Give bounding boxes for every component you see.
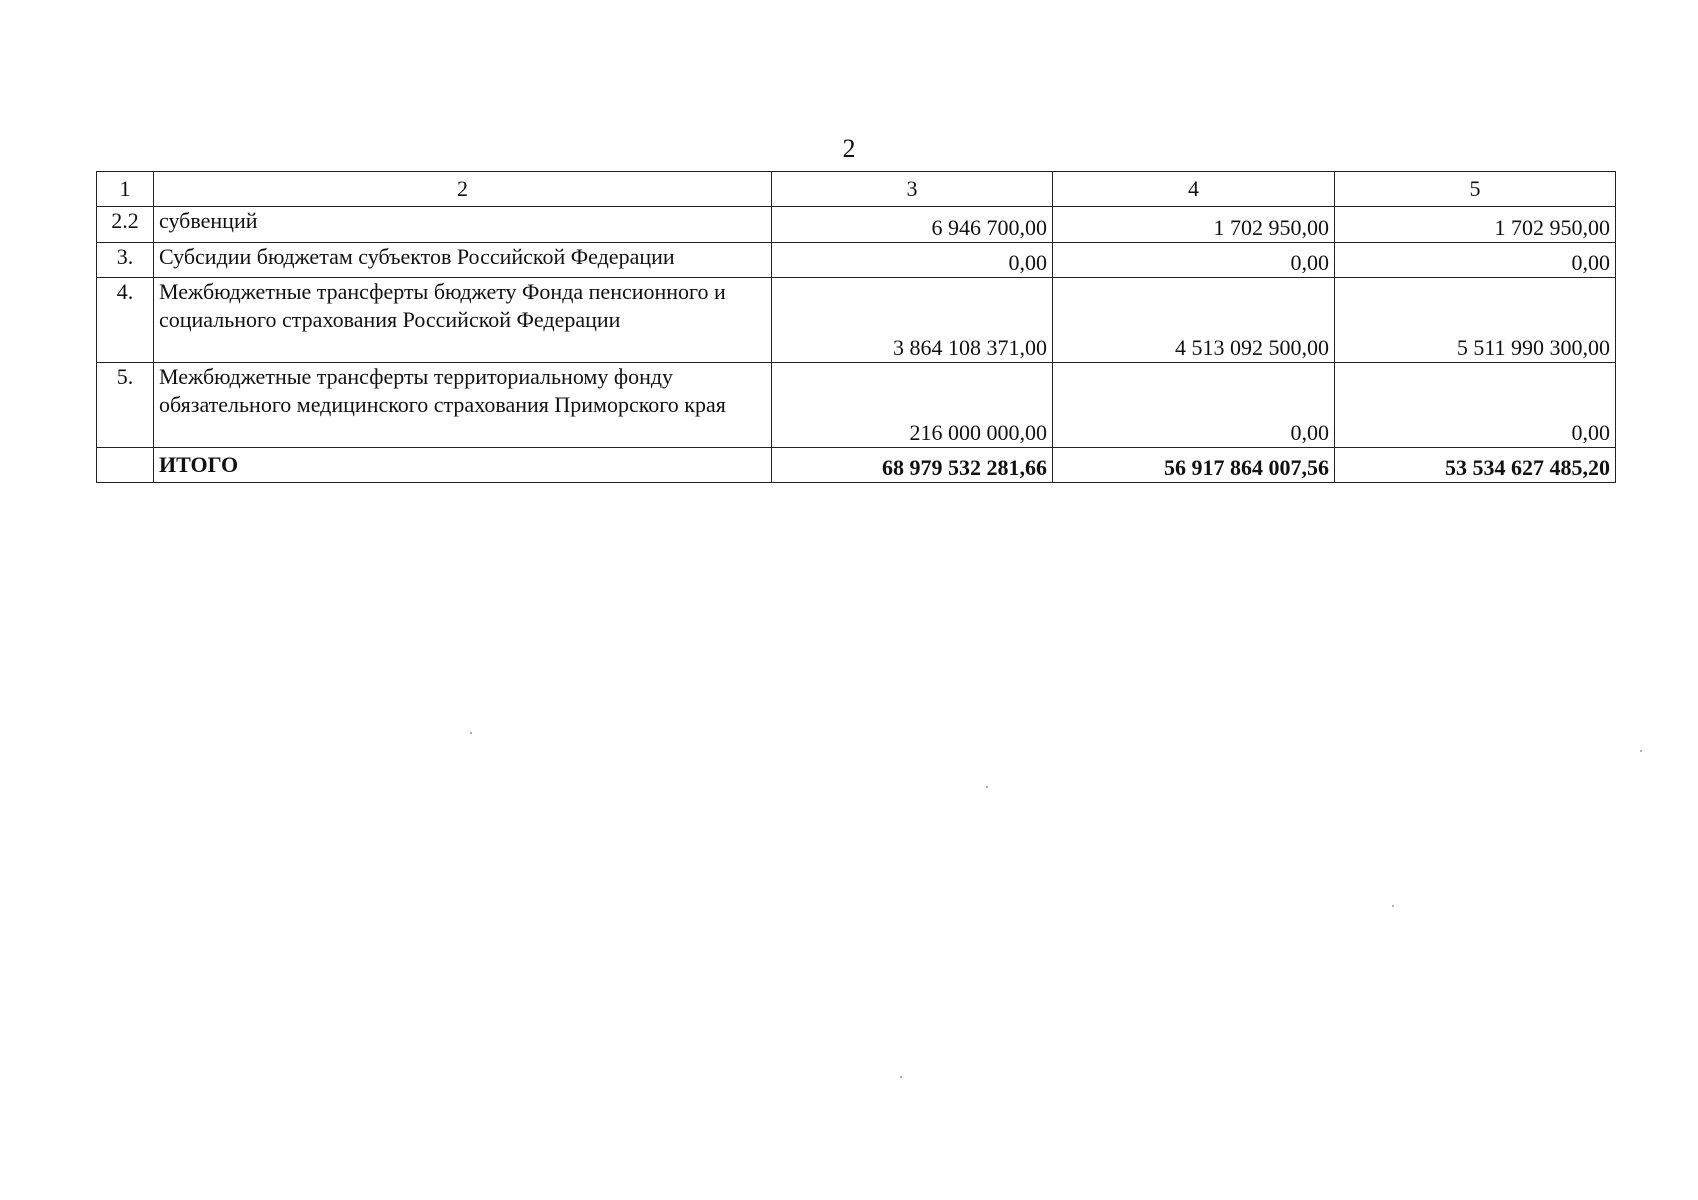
row-name: Межбюджетные трансферты бюджету Фонда пенсионного и социального страхования Российской Федерации xyxy=(154,278,772,363)
total-label: ИТОГО xyxy=(154,448,772,483)
row-name: Межбюджетные трансферты территориальному фонду обязательного медицинского страхования Приморского края xyxy=(154,363,772,448)
total-row xyxy=(97,448,1616,483)
row-amount-col4: 0,00 xyxy=(1053,243,1335,278)
table-row xyxy=(97,243,1616,278)
scan-speck xyxy=(1392,905,1394,907)
header-cell-4: 4 xyxy=(1053,172,1335,207)
scan-speck xyxy=(1640,750,1642,752)
scan-speck xyxy=(470,732,472,734)
total-amount-col5: 53 534 627 485,20 xyxy=(1335,448,1616,483)
total-amount-col3: 68 979 532 281,66 xyxy=(772,448,1053,483)
row-amount-col5: 0,00 xyxy=(1335,243,1616,278)
total-amount-col4: 56 917 864 007,56 xyxy=(1053,448,1335,483)
row-amount-col5: 1 702 950,00 xyxy=(1335,207,1616,243)
row-amount-col5: 5 511 990 300,00 xyxy=(1335,278,1616,363)
table-row xyxy=(97,278,1616,363)
row-name: Субсидии бюджетам субъектов Российской Федерации xyxy=(154,243,772,278)
row-number: 5. xyxy=(97,363,154,448)
total-number-cell xyxy=(97,448,154,483)
row-amount-col3: 216 000 000,00 xyxy=(772,363,1053,448)
scan-speck xyxy=(986,786,988,788)
row-number: 4. xyxy=(97,278,154,363)
row-amount-col3: 0,00 xyxy=(772,243,1053,278)
row-name: субвенций xyxy=(154,207,772,243)
header-cell-5: 5 xyxy=(1335,172,1616,207)
row-amount-col5: 0,00 xyxy=(1335,363,1616,448)
row-amount-col4: 0,00 xyxy=(1053,363,1335,448)
scan-speck xyxy=(900,1076,902,1078)
row-amount-col3: 6 946 700,00 xyxy=(772,207,1053,243)
header-cell-3: 3 xyxy=(772,172,1053,207)
header-cell-2: 2 xyxy=(154,172,772,207)
row-amount-col3: 3 864 108 371,00 xyxy=(772,278,1053,363)
page-number: 2 xyxy=(842,134,856,163)
row-amount-col4: 1 702 950,00 xyxy=(1053,207,1335,243)
table-row xyxy=(97,207,1616,243)
table-header-row xyxy=(97,172,1616,207)
budget-table xyxy=(96,171,1616,483)
row-amount-col4: 4 513 092 500,00 xyxy=(1053,278,1335,363)
table-row xyxy=(97,363,1616,448)
row-number: 2.2 xyxy=(97,207,154,243)
header-cell-1: 1 xyxy=(97,172,154,207)
row-number: 3. xyxy=(97,243,154,278)
